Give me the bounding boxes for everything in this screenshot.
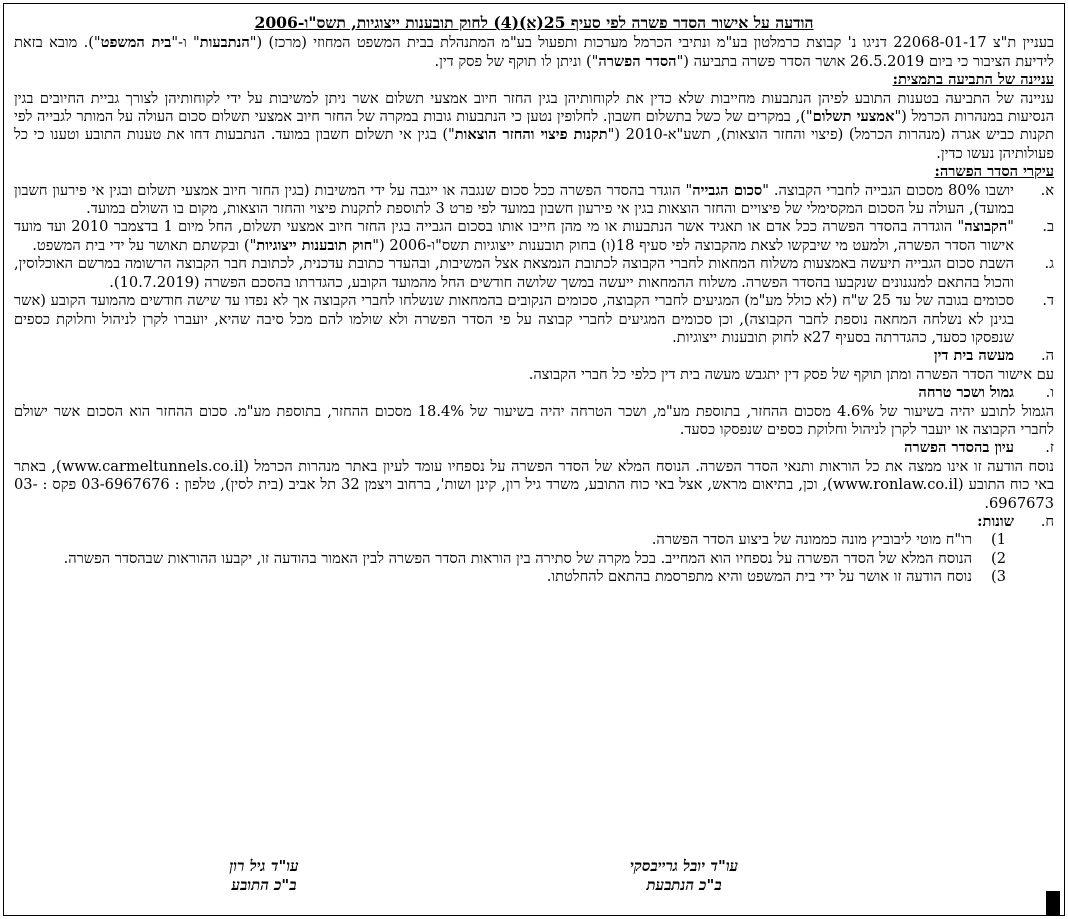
misc-note-1 <box>14 531 1054 549</box>
item-e-heading <box>14 347 1054 365</box>
intro-defined-term: בית המשפט <box>100 34 172 52</box>
legal-notice <box>3 3 1065 916</box>
item-number: א. <box>1040 181 1054 199</box>
note-number: 3) <box>991 568 1006 586</box>
item-heading: גמול ושכר טרחה <box>918 384 1014 402</box>
subject-defined-term: אמצעי תשלום <box>812 108 895 126</box>
item-number: ז. <box>1045 439 1054 457</box>
notice-body <box>14 14 1054 915</box>
item-text: ") ובקשתם תאושר על ידי בית המשפט. <box>32 236 257 254</box>
signature-defendant-counsel <box>554 857 814 895</box>
notice-title: הודעה על אישור הסדר פשרה לפי סעיף 25(א)(4) לחוק תובענות ייצוגיות, תשס"ו-2006 <box>254 13 814 32</box>
item-c <box>14 255 1054 292</box>
note-text: הנוסח המלא של הסדר הפשרה על נספחיו הוא המחייב. בכל מקרה של סתירה בין הוראות הסדר הפשרה לבין האמור בהודעה זו, יקבעו ההוראות שבהסדר הפשרה. <box>63 549 972 567</box>
item-number: ב. <box>1042 218 1054 236</box>
subject-text: "), במקרים של כשל בתשלום חשבון. לחלופין נטען כי הנתבעות גובות במקרה של החזר חיוב אמצעי תשלום סכום העולה על המותר לגבייה לפי תקנות כביש אגרה (מנהרות הכרמל) (פיצוי והחזר הוצאות), תשע"א-2010 (" <box>14 108 1054 144</box>
item-d <box>14 292 1054 347</box>
intro-paragraph <box>14 34 1054 71</box>
item-e-text: עם אישור הסדר הפשרה ומתן תוקף של פסק דין יתגבש מעשה בית דין כלפי כל חברי הקבוצה. <box>528 365 1054 383</box>
subject-defined-term: תקנות פיצוי והחזר הוצאות <box>454 126 608 144</box>
note-number: 2) <box>991 549 1006 567</box>
subject-heading: עניינה של התביעה בתמצית: <box>892 71 1054 89</box>
note-text: רו"ח מוטי ליבוביץ מונה כממונה של ביצוע הסדר הפשרה. <box>651 531 972 549</box>
item-a <box>14 182 1054 219</box>
item-defined-term: הקבוצה <box>964 218 1008 236</box>
subject-text: ") בגין אי תשלום חשבון במועד. הנתבעות דחו את טענות התובע וטענו כי כל פעולותיהן נעשו כדין. <box>14 126 1054 162</box>
corner-shadow-mark <box>1046 891 1060 915</box>
item-g-heading <box>14 439 1054 457</box>
item-text: " הוגדרה בהסדר הפשרה ככל אדם או תאגיד אשר הנתבעות או מי מהן חייבו אותו בסכום הגבייה בגין החזר חיוב אמצעי תשלום, החל מיום 1 בדצמבר 2010 ועד מועד אישור הסדר הפשרה, ולמעט מי שיבקשו לצאת מהקבוצה לפי סעיף 18(ו) בחוק תובענות ייצוגיות תשס"ו-2006 (" <box>14 218 1014 254</box>
misc-note-2 <box>14 550 1054 568</box>
item-h-heading <box>14 513 1054 531</box>
website-carmel-tunnels: www.carmeltunnels.co.il <box>61 457 244 475</box>
item-text: נוסח הודעה זו אינו ממצה את כל הוראות ותנאי הסדר הפשרה. הנוסח המלא של הסדר הפשרה על נספחיו עומד לעיון באתר מנהרות הכרמל ( <box>243 457 1054 475</box>
intro-defined-term: הנתבעות <box>199 34 250 52</box>
subject-text: עניינה של התביעה בטענות התובע לפיהן הנתבעות מחייבות שלא כדין את לקוחותיהן בגין החזר חיוב אמצעי תשלום אשר ניתן למשיבות על ידי לקוחותיהן לצורך גביית החיובים בגין הנסיעות במנהרות הכרמל (" <box>14 89 1055 126</box>
item-number: ח. <box>1040 512 1054 530</box>
item-heading: מעשה בית דין <box>933 347 1014 365</box>
item-defined-term: סכום הגבייה <box>692 181 763 199</box>
intro-text: בעניין ת"צ 22068-01-17 דניגו נ' קבוצת כרמלטון בע"מ ונתיבי הכרמל מערכות ותפעול בע"מ המתנהלת בבית המשפט המחוזי (מרכז) (" <box>249 34 1054 52</box>
intro-text: ") וניתן לו תוקף של פסק דין. <box>434 52 599 70</box>
item-g-text <box>14 458 1054 513</box>
item-number: ג. <box>1044 255 1054 273</box>
subject-paragraph <box>14 90 1054 164</box>
website-ronlaw: www.ronlaw.co.il <box>832 476 958 494</box>
note-text: נוסח הודעה זו אושר על ידי בית המשפט והיא מתפרסמת בהתאם להחלטתו. <box>546 568 972 586</box>
signature-name: עו"ד יובל גרייבסקי <box>629 857 739 875</box>
item-text: השבת סכום הגבייה תיעשה באמצעות משלוח המחאות לחברי הקבוצה לכתובת הנמצאת אצל המשיבות, ובהעדר כתובת עדכנית, לכתובת חבר הקבוצה הרשומה במרשם האוכלוסין, והכול בהתאם למנגנונים שנקבעו בהסדר הפשרה. משלוח ההמחאות ייעשה במשך שלושה חודשים החל מהמועד הקובע, כהגדרתו בהסכם הפשרה (10.7.2019). <box>14 255 1014 291</box>
item-number: ד. <box>1042 292 1054 310</box>
item-text: סכומים בגובה של עד 25 ש"ח (לא כולל מע"מ) המגיעים לחברי הקבוצה, סכומים הנקובים בהמחאות שנשלחו לחברי הקבוצה אך לא נפדו עד שישה חודשים מהמועד הקובע (אשר בגינן לא נשלחה המחאה נוספת לחבר הקבוצה), וכן סכומים המגיעים לחברי קבוצה על פי הסדר הפשרה ולא שולמו להם מכל סיבה שהיא, יועברו לקרן לניהול וחלוקת כספים שנפסקו כסעד, כהגדרתה בסעיף 27א לחוק תובענות ייצוגיות. <box>14 292 1014 346</box>
signature-role: ב"כ התובע <box>231 876 297 894</box>
item-b <box>14 218 1054 255</box>
intro-text: "). מובא בזאת לידיעת הציבור כי ביום 26.5.2019 אושר הסדר פשרה בתביעה (" <box>14 34 1054 70</box>
intro-text: " ו-" <box>171 34 200 52</box>
item-text: ), באתר באי כוח התובע ( <box>14 457 1055 494</box>
item-text: " הוגדר בהסדר הפשרה ככל סכום שנגבה או ייגבה על ידי המשיבות (בגין החזר חיוב אמצעי תשלום ובגין אי פירעון חשבון במועד), העולה על הסכום המקסימלי של פיצויים והחזר הוצאות בגין אי פירעון חשבון במועד לפי פרט 3 לתוספת לתקנות פיצוי והחזר הוצאות, מקום בו השולם במועד. <box>14 181 1014 218</box>
signature-name: עו"ד גיל רון <box>229 857 299 875</box>
item-defined-term: חוק תובענות ייצוגיות <box>256 236 373 254</box>
item-text: " <box>1007 218 1014 236</box>
item-f-heading <box>14 384 1054 402</box>
signature-plaintiff-counsel <box>134 857 394 895</box>
settlement-heading: עיקרי הסדר הפשרה: <box>934 163 1054 181</box>
item-heading: עיון בהסדר הפשרה <box>904 439 1014 457</box>
intro-defined-term: הסדר הפשרה <box>598 52 677 70</box>
item-f-text: הגמול לתובע יהיה בשיעור של 4.6% מסכום ההחזר, בתוספת מע"מ, ושכר הטרחה יהיה בשיעור של 18.4% מסכום ההחזר, בתוספת מע"מ. סכום ההחזר הוא הסכום אשר ישולם לחברי הקבוצה או יועבר לקרן לניהול וחלוקת כספים שנפסקו כסעד. <box>14 402 1054 438</box>
item-text: יושבו 80% מסכום הגבייה לחברי הקבוצה. " <box>762 181 1014 199</box>
misc-note-3 <box>14 568 1054 586</box>
item-number: ה. <box>1040 347 1054 365</box>
item-heading: שונות: <box>977 512 1014 530</box>
signature-role: ב"כ הנתבעת <box>646 876 722 894</box>
signature-block <box>14 857 1054 897</box>
item-text: ), וכן, בתיאום מראש, אצל באי כוח התובע, משרד גיל רון, קינן ושות', ברחוב ויצמן 32 תל אביב (בית לסין), טלפון : 03-6967676 פקס : 03-6967673. <box>14 476 1054 512</box>
item-number: ו. <box>1045 384 1054 402</box>
note-number: 1) <box>991 531 1006 549</box>
